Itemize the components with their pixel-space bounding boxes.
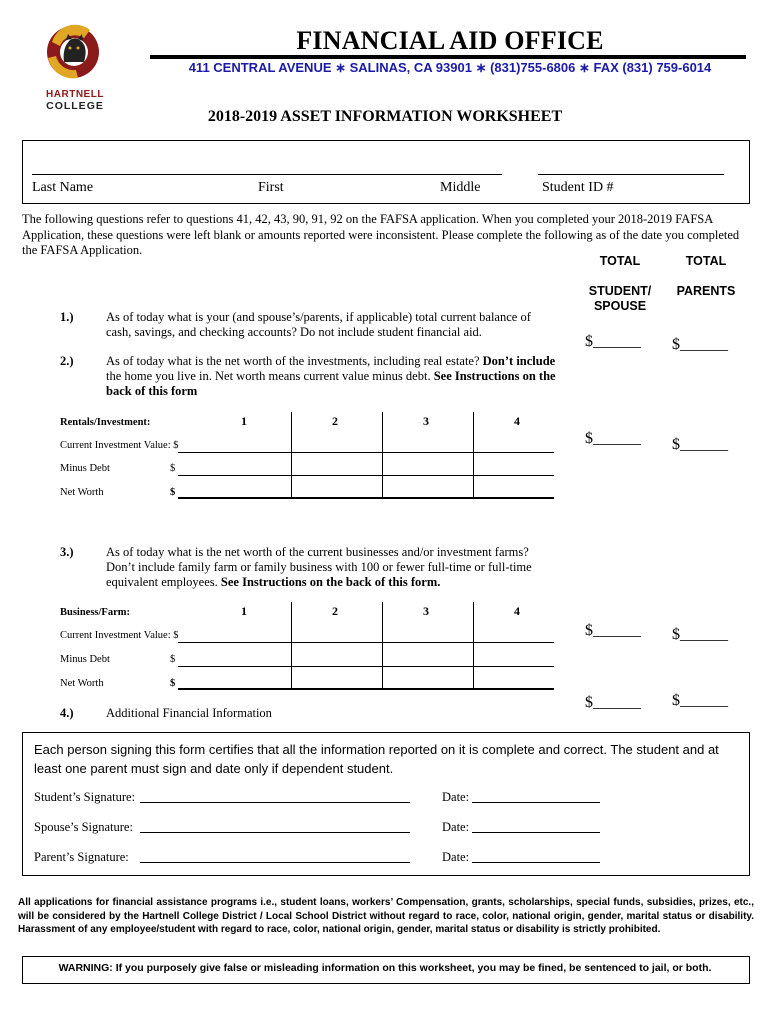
middle-name-label: Middle: [440, 180, 481, 195]
business-col-2: 2: [332, 604, 338, 618]
student-spouse-header: STUDENT/ SPOUSE: [588, 284, 652, 313]
parent-date-line[interactable]: [472, 862, 600, 863]
q3-parents-amount[interactable]: $______: [672, 626, 728, 643]
question-3-text: [106, 545, 546, 590]
rentals-minus-debt-line[interactable]: [178, 475, 554, 476]
q2-bold-a: Don’t include: [482, 354, 556, 368]
rentals-minus-debt-label: Minus Debt: [60, 463, 110, 474]
spouse-signature-label: Spouse’s Signature:: [34, 820, 133, 834]
q4-parents-amount[interactable]: $______: [672, 692, 728, 709]
first-name-label: First: [258, 180, 284, 195]
title-rule: [150, 55, 746, 59]
rentals-divider-1: [291, 412, 292, 498]
parent-signature-label: Parent’s Signature:: [34, 850, 129, 864]
question-3-number: 3.): [60, 545, 74, 559]
business-net-dollar: $: [170, 678, 176, 689]
student-total-header: TOTAL: [599, 254, 641, 268]
q2-text-b: the home you live in. Net worth means current value minus debt.: [106, 369, 431, 383]
warning-text: WARNING: If you purposely give false or misleading information on this worksheet, you may be fined, be sentenced to jail, or both.: [58, 962, 712, 974]
business-col-1: 1: [241, 604, 247, 618]
q3-student-amount[interactable]: $______: [585, 622, 641, 639]
panther-emblem-icon: [40, 22, 110, 84]
rentals-col-1: 1: [241, 414, 247, 428]
business-net-worth-line[interactable]: [178, 688, 554, 690]
office-address: 411 CENTRAL AVENUE ∗ SALINAS, CA 93901 ∗ (831)755-6806 ∗ FAX (831) 759-6014: [188, 60, 712, 75]
q3-text-a: As of today what is the net worth of the current businesses and/or investment farms? Don’t include family farm or family business with 100 or fewer full-time or full-time equivalent employees.: [106, 545, 532, 589]
certification-text: Each person signing this form certifies that all the information reported on it is complete and correct. The student and at least one parent must sign and date only if dependent student.: [34, 742, 719, 776]
office-title: FINANCIAL AID OFFICE: [296, 26, 604, 55]
q1-student-amount[interactable]: $______: [585, 333, 641, 350]
rentals-divider-3: [473, 412, 474, 498]
student-signature-label: Student’s Signature:: [34, 790, 136, 804]
business-minus-debt-line[interactable]: [178, 666, 554, 667]
business-current-value-label: Current Investment Value: $: [60, 630, 179, 641]
q4-student-amount[interactable]: $______: [585, 694, 641, 711]
rentals-net-dollar: $: [170, 487, 176, 498]
question-2-number: 2.): [60, 354, 74, 368]
rentals-col-2: 2: [332, 414, 338, 428]
spouse-date-line[interactable]: [472, 832, 600, 833]
student-id-label: Student ID #: [542, 180, 614, 195]
nondiscrimination-disclaimer: All applications for financial assistance programs i.e., student loans, workers’ Compensation, grants, scholarships, special funds, subsidies, prizes, etc., will be considered by the Hartnell College District / Local School District without regard to race, color, national origin, gender, marital status or disability. Harassment of any employee/student with regard to race, color, national origin, gender, marital status or disability is strictly prohibited.: [18, 897, 754, 935]
rentals-current-value-line[interactable]: [178, 452, 554, 453]
rentals-current-value-label: Current Investment Value: $: [60, 440, 179, 451]
logo-text-hartnell: HARTNELL: [46, 89, 104, 100]
business-divider-1: [291, 602, 292, 688]
student-name-box: [22, 140, 750, 204]
business-farm-label: Business/Farm:: [60, 607, 131, 618]
rentals-col-4: 4: [514, 414, 520, 428]
business-divider-3: [473, 602, 474, 688]
business-current-value-line[interactable]: [178, 642, 554, 643]
logo-text-college: COLLEGE: [46, 100, 104, 112]
student-id-input-line[interactable]: [538, 174, 724, 175]
rentals-investment-label: Rentals/Investment:: [60, 417, 151, 428]
business-debt-dollar: $: [170, 654, 176, 665]
q2-parents-amount[interactable]: $______: [672, 436, 728, 453]
business-net-worth-label: Net Worth: [60, 678, 104, 689]
hartnell-college-logo: [40, 22, 110, 112]
rentals-col-3: 3: [423, 414, 429, 428]
student-date-line[interactable]: [472, 802, 600, 803]
parent-signature-line[interactable]: [140, 862, 410, 863]
q2-text-a: As of today what is the net worth of the investments, including real estate?: [106, 354, 480, 368]
spouse-signature-line[interactable]: [140, 832, 410, 833]
parents-header: PARENTS: [676, 284, 736, 298]
rentals-divider-2: [382, 412, 383, 498]
question-2-text: [106, 354, 562, 399]
business-divider-2: [382, 602, 383, 688]
business-col-3: 3: [423, 604, 429, 618]
question-4-number: 4.): [60, 706, 74, 720]
rentals-debt-dollar: $: [170, 463, 176, 474]
question-1-text: As of today what is your (and spouse’s/parents, if applicable) total current balance of cash, savings, and checking accounts? Do not include student financial aid.: [106, 310, 531, 339]
q2-bold-b: See Instructions on the back of this form: [106, 369, 556, 398]
parent-date-label: Date:: [442, 850, 470, 864]
name-input-line[interactable]: [32, 174, 502, 175]
q3-bold-b: See Instructions on the back of this form.: [220, 575, 441, 589]
spouse-date-label: Date:: [442, 820, 470, 834]
intro-paragraph: The following questions refer to questions 41, 42, 43, 90, 91, 92 on the FAFSA application. When you completed your 2018-2019 FAFSA Application, these questions were left blank or amounts reported were inconsistent. Please complete the following as of the date you completed the FAFSA Application.: [22, 212, 740, 257]
rentals-net-worth-line[interactable]: [178, 497, 554, 499]
rentals-net-worth-label: Net Worth: [60, 487, 104, 498]
business-minus-debt-label: Minus Debt: [60, 654, 110, 665]
student-date-label: Date:: [442, 790, 470, 804]
worksheet-title: 2018-2019 ASSET INFORMATION WORKSHEET: [207, 108, 563, 125]
parents-total-header: TOTAL: [685, 254, 727, 268]
question-1-number: 1.): [60, 310, 74, 324]
q2-student-amount[interactable]: $______: [585, 430, 641, 447]
student-signature-line[interactable]: [140, 802, 410, 803]
question-4-text: Additional Financial Information: [106, 706, 272, 720]
business-col-4: 4: [514, 604, 520, 618]
q1-parents-amount[interactable]: $______: [672, 336, 728, 353]
last-name-label: Last Name: [32, 180, 94, 195]
